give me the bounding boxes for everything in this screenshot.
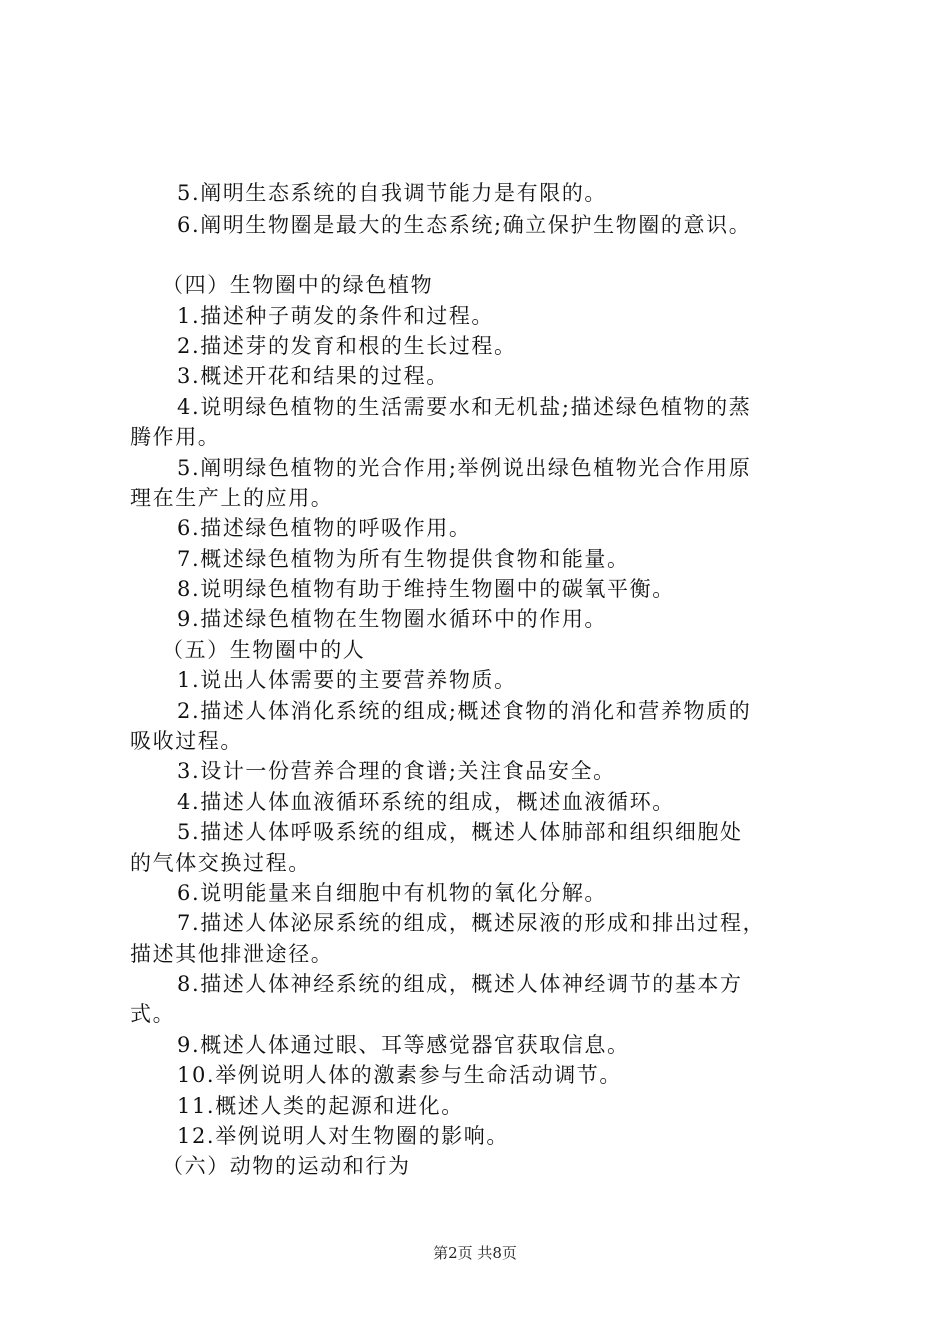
text-line: 5.描述人体呼吸系统的组成，概述人体肺部和组织细胞处 [177, 820, 743, 844]
text-line: 式。 [130, 1002, 176, 1026]
section-heading: （六）动物的运动和行为 [162, 1154, 411, 1178]
text-line: 8.描述人体神经系统的组成，概述人体神经调节的基本方 [177, 972, 743, 996]
text-line: 4.描述人体血液循环系统的组成，概述血液循环。 [177, 790, 675, 814]
text-line: 3.概述开花和结果的过程。 [177, 364, 449, 388]
text-line: 2.描述芽的发育和根的生长过程。 [177, 334, 517, 358]
text-line: 7.描述人体泌尿系统的组成，概述尿液的形成和排出过程， [177, 911, 766, 935]
text-line: 1.描述种子萌发的条件和过程。 [177, 304, 495, 328]
text-line: 吸收过程。 [130, 729, 243, 753]
section-heading: （五）生物圈中的人 [162, 638, 366, 662]
text-line: 8.说明绿色植物有助于维持生物圈中的碳氧平衡。 [177, 577, 675, 601]
text-line: 7.概述绿色植物为所有生物提供食物和能量。 [177, 547, 630, 571]
text-line: 5.阐明绿色植物的光合作用;举例说出绿色植物光合作用原 [177, 456, 752, 480]
text-line: 理在生产上的应用。 [130, 486, 334, 510]
text-line: 6.描述绿色植物的呼吸作用。 [177, 516, 472, 540]
text-line: 6.说明能量来自细胞中有机物的氧化分解。 [177, 881, 608, 905]
text-line: 描述其他排泄途径。 [130, 942, 334, 966]
text-line: 2.描述人体消化系统的组成;概述食物的消化和营养物质的 [177, 699, 752, 723]
text-line: 5.阐明生态系统的自我调节能力是有限的。 [177, 181, 608, 205]
text-line: 1.说出人体需要的主要营养物质。 [177, 668, 517, 692]
text-line: 11.概述人类的起源和进化。 [177, 1094, 464, 1118]
text-line: 腾作用。 [130, 425, 221, 449]
section-heading: （四）生物圈中的绿色植物 [162, 273, 434, 297]
text-line: 9.概述人体通过眼、耳等感觉器官获取信息。 [177, 1033, 630, 1057]
text-line: 的气体交换过程。 [130, 851, 311, 875]
text-line: 4.说明绿色植物的生活需要水和无机盐;描述绿色植物的蒸 [177, 395, 752, 419]
text-line: 12.举例说明人对生物圈的影响。 [177, 1124, 509, 1148]
page-number-footer: 第2页 共8页 [433, 1244, 517, 1262]
text-line: 9.描述绿色植物在生物圈水循环中的作用。 [177, 607, 608, 631]
text-line: 3.设计一份营养合理的食谱;关注食品安全。 [177, 759, 616, 783]
text-line: 6.阐明生物圈是最大的生态系统;确立保护生物圈的意识。 [177, 213, 752, 237]
text-line: 10.举例说明人体的激素参与生命活动调节。 [177, 1063, 622, 1087]
